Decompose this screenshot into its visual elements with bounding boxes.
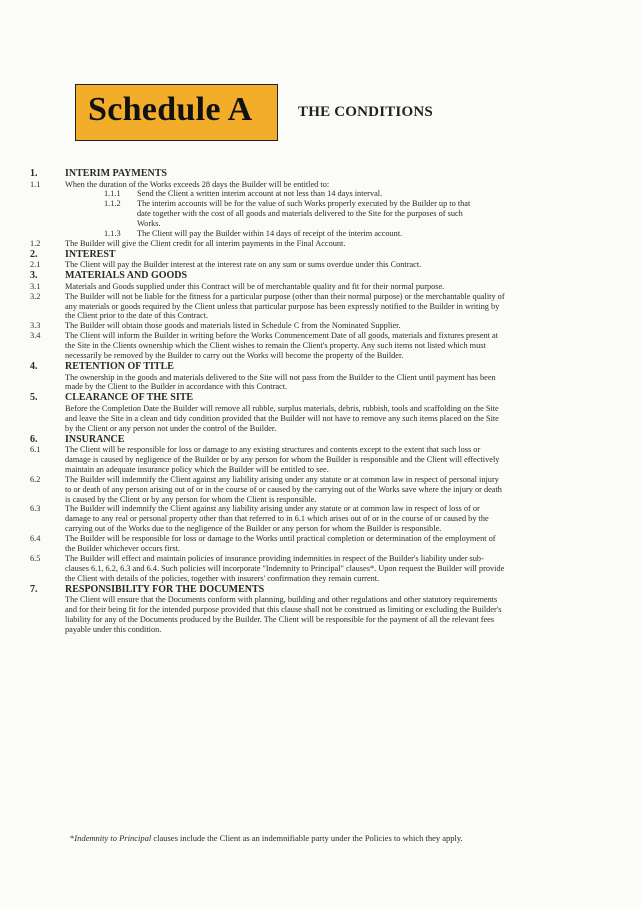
section-heading-7: 7. RESPONSIBILITY FOR THE DOCUMENTS	[30, 583, 265, 595]
clause-5: Before the Completion Date the Builder will remove all rubble, surplus materials, debris, rubbish, tools and scaffolding on the Site and leave the Site in a clean and tidy condition provided that the Builder will not have to remove any such items placed on the Site by the Client or any person not under the control of the Builder.	[65, 403, 499, 433]
footnote-text: clauses include the Client as an indemnifiable party under the Policies to which they apply.	[151, 833, 463, 843]
clause-7: The Client will ensure that the Documents conform with planning, building and other regulations and other statutory requirements and for their being fit for the intended purpose provided that this clause shall not be construed as limiting or excluding the Builder's liability for any of the Documents produced by the Builder. The Client will be responsible for the payment of all the relevant fees payable under this condition.	[65, 595, 502, 634]
clause-6-5: 6.5 The Builder will effect and maintain policies of insurance providing indemnities in respect of the Builder's liability under sub-clauses 6.1, 6.2, 6.3 and 6.4. Such policies will incorporate "Indemnity to Principal" clauses*. Upon request the Builder will provide the Client with details of the policies, together with insurers' confirmation they remain current.	[30, 554, 505, 583]
footnote	[70, 833, 590, 843]
clause-2-1: 2.1 The Client will pay the Builder interest at the interest rate on any sum or sums overdue under this Contract.	[30, 260, 422, 270]
clause-1-1-3: 1.1.3 The Client will pay the Builder within 14 days of receipt of the interim account.	[104, 229, 403, 239]
schedule-title: Schedule A	[88, 91, 253, 128]
footnote-italic-term: Indemnity to Principal	[74, 833, 152, 843]
section-heading-4: 4. RETENTION OF TITLE	[30, 361, 174, 372]
clause-6-3: 6.3 The Builder will indemnify the Client against any liability arising under any statute or at common law in respect of loss of or damage to any real or personal property other than that referred to in 6.1 which arises out of or in the course of or caused by the carrying out of the Works due to the negligence of the Builder or any person for whom the Builder is responsible.	[30, 504, 489, 534]
section-heading-3: 3. MATERIALS AND GOODS	[30, 270, 188, 282]
clause-6-4: 6.4 The Builder will be responsible for loss or damage to the Works until practical completion or determination of the employment of the Builder whichever occurs first.	[30, 534, 496, 554]
section-heading-6: 6. INSURANCE	[30, 433, 125, 445]
schedule-banner	[75, 84, 278, 141]
clause-3-2: 3.2 The Builder will not be liable for the fitness for a particular purpose (other than their normal purpose) or the merchantable quality of any materials or goods required by the Client unless that particular purpose has been expressly notified to the Builder in writing by the Client prior to the date of this Contract.	[30, 291, 505, 321]
clause-4: The ownership in the goods and materials delivered to the Site will not pass from the Builder to the Client until payment has been made by the Client to the Builder in accordance with this Contract.	[65, 372, 496, 392]
clause-6-2: 6.2 The Builder will indemnify the Client against any liability arising under any statute or at common law in respect of personal injury to or death of any person arising out of or in the course of or caused by the carrying out of the Works save where the injury or death is caused by the Client or by any person for whom the Client is responsible.	[30, 474, 502, 504]
clause-3-4: 3.4 The Client will inform the Builder in writing before the Works Commencement Date of all goods, materials and fixtures present at the Site in the Clients ownership which the Client wishes to remain the Client's property. Any such items not listed which must necessarily be removed by the Builder to carry out the Works will become the property of the Builder.	[30, 331, 499, 361]
clause-1-1-1: 1.1.1 Send the Client a written interim account at not less than 14 days interval.	[104, 189, 383, 199]
clause-1-1-2: 1.1.2 The interim accounts will be for the value of such Works properly executed by the Builder up to that date together with the cost of all goods and materials delivered to the Site for the purposes of such Works.	[104, 199, 471, 229]
section-heading-1: 1. INTERIM PAYMENTS	[30, 168, 167, 179]
section-heading-2: 2. INTEREST	[30, 248, 116, 260]
footnote-marker: *	[70, 833, 75, 843]
clause-3-3: 3.3 The Builder will obtain those goods and materials listed in Schedule C from the Nominated Supplier.	[30, 321, 401, 331]
section-heading-5: 5. CLEARANCE OF THE SITE	[30, 392, 194, 404]
conditions-subtitle: THE CONDITIONS	[298, 104, 433, 120]
clause-3-1: 3.1 Materials and Goods supplied under this Contract will be of merchantable quality and fit for their normal purpose.	[30, 281, 445, 291]
clause-1-1: 1.1 When the duration of the Works exceeds 28 days the Builder will be entitled to:	[30, 179, 330, 189]
clause-1-2: 1.2 The Builder will give the Client credit for all interim payments in the Final Account.	[30, 238, 346, 248]
conditions-body	[30, 168, 590, 635]
clause-6-1: 6.1 The Client will be responsible for loss or damage to any existing structures and contents except to the extent that such loss or damage is caused by negligence of the Builder or by any person for whom the Builder is responsible and the Client will effectively maintain an adequate insurance policy which the Builder will be entitled to see.	[30, 445, 500, 474]
